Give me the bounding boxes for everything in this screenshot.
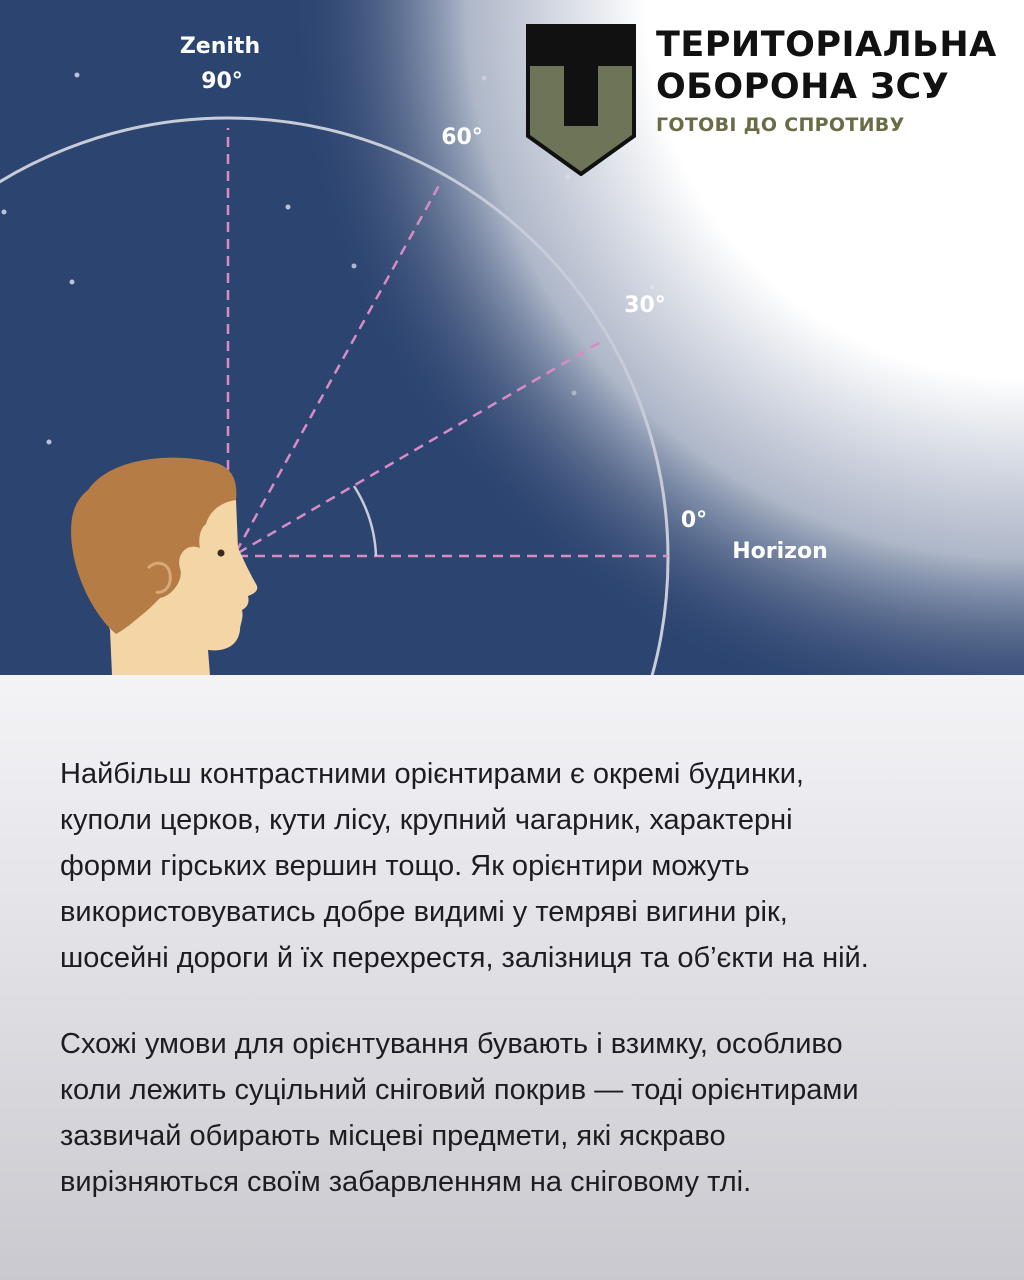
angle-30-label: 30°: [624, 293, 666, 318]
angle-60-label: 60°: [441, 125, 483, 150]
logo-title: ТЕРИТОРІАЛЬНА ОБОРОНА ЗСУ: [656, 25, 997, 107]
shield-emblem-icon: [526, 24, 636, 176]
zenith-label: Zenith: [179, 34, 261, 59]
text-panel: [0, 675, 1024, 1280]
logo-slogan: ГОТОВІ ДО СПРОТИВУ: [656, 114, 905, 136]
body-paragraph-1: Найбільш контрастними орієнтирами є окремі будинки, куполи церков, кути лісу, крупний чагарник, характерні форми гірських вершин тощо. Як орієнтири можуть використовуватись добре видимі у темряві вигини рік, шосейні дороги й їх перехрестя, залізниця та об’єкти на ній.: [60, 758, 869, 974]
eye: [218, 550, 225, 557]
body-paragraph-2: Схожі умови для орієнтування бувають і взимку, особливо коли лежить суцільний сніговий покрив — тоді орієнтирами зазвичай обирають місцеві предмети, які яскраво вирізняються своїм забарвленням на сніговому тлі.: [60, 1028, 859, 1198]
tro-logo: [526, 24, 996, 184]
angle-90-label: 90°: [201, 69, 243, 94]
horizon-label: Horizon: [732, 539, 828, 564]
angle-0-label: 0°: [680, 508, 708, 533]
